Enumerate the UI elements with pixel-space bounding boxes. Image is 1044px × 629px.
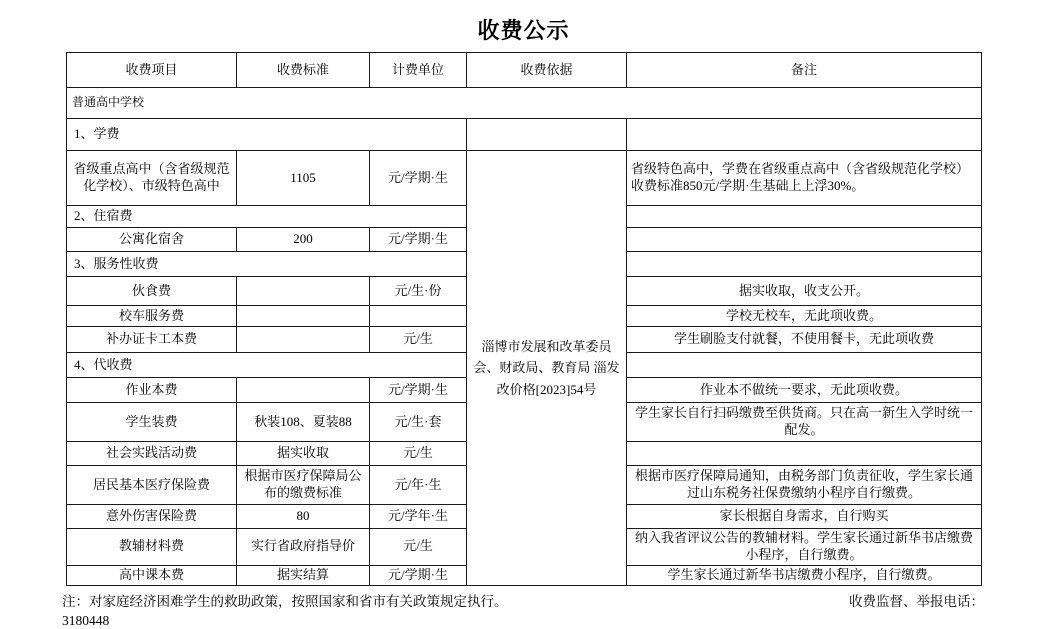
billing-unit-cell: 元/生: [370, 442, 467, 466]
fee-item-cell: 作业本费: [67, 378, 237, 403]
fee-standard-cell: [237, 327, 370, 353]
footer-note: 注：对家庭经济困难学生的救助政策，按照国家和省市有关政策规定执行。: [62, 593, 508, 609]
billing-unit-cell: 元/学期·生: [370, 228, 467, 252]
school-type-cell: 普通高中学校: [67, 88, 982, 119]
section-row-tuition: [67, 119, 982, 151]
billing-unit-cell: [370, 306, 467, 327]
section-label-cell: 3、服务性收费: [67, 252, 467, 277]
fee-item-cell: 伙食费: [67, 277, 237, 306]
fee-item-cell: 补办证卡工本费: [67, 327, 237, 353]
fee-item-cell: 公寓化宿舍: [67, 228, 237, 252]
billing-unit-cell: 元/生: [370, 327, 467, 353]
remark-cell: [627, 442, 982, 466]
fee-standard-cell: 80: [237, 505, 370, 529]
fee-standard-cell: 实行省政府指导价: [237, 529, 370, 566]
remark-cell: [627, 119, 982, 151]
billing-unit-cell: 元/学年·生: [370, 505, 467, 529]
fee-item-cell: 学生装费: [67, 403, 237, 442]
fee-disclosure-page: [62, 14, 984, 629]
remark-cell: [627, 252, 982, 277]
remark-cell: 学生家长自行扫码缴费至供货商。只在高一新生入学时统一配发。: [627, 403, 982, 442]
fee-item-cell: 省级重点高中（含省级规范化学校）、市级特色高中: [67, 151, 237, 206]
remark-cell: 据实收取，收支公开。: [627, 277, 982, 306]
footer: [62, 590, 984, 629]
col-header-remark: 备注: [627, 53, 982, 88]
hotline-number: 3180448: [62, 612, 110, 628]
fee-standard-cell: 1105: [237, 151, 370, 206]
billing-unit-cell: 元/学期·生: [370, 565, 467, 585]
fee-item-cell: 居民基本医疗保险费: [67, 466, 237, 505]
remark-cell: [627, 228, 982, 252]
fee-basis-empty-cell: [467, 119, 627, 151]
fee-standard-cell: 据实收取: [237, 442, 370, 466]
fee-item-cell: 教辅材料费: [67, 529, 237, 566]
remark-cell: 学校无校车，无此项收费。: [627, 306, 982, 327]
remark-cell: 学生刷脸支付就餐，不使用餐卡，无此项收费: [627, 327, 982, 353]
remark-cell: [627, 206, 982, 228]
fee-standard-cell: 200: [237, 228, 370, 252]
fee-item-cell: 社会实践活动费: [67, 442, 237, 466]
remark-cell: 家长根据自身需求，自行购买: [627, 505, 982, 529]
billing-unit-cell: 元/学期·生: [370, 378, 467, 403]
fee-standard-cell: 据实结算: [237, 565, 370, 585]
remark-cell: 根据市医疗保障局通知，由税务部门负责征收，学生家长通过山东税务社保费缴纳小程序自行缴费。: [627, 466, 982, 505]
header-row: [67, 53, 982, 88]
billing-unit-cell: 元/生·套: [370, 403, 467, 442]
fee-item-cell: 高中课本费: [67, 565, 237, 585]
fee-standard-cell: [237, 277, 370, 306]
billing-unit-cell: 元/生: [370, 529, 467, 566]
fee-standard-cell: 秋装108、夏装88: [237, 403, 370, 442]
hotline-label: 收费监督、举报电话：: [849, 593, 984, 609]
billing-unit-cell: 元/生·份: [370, 277, 467, 306]
fee-standard-cell: 根据市医疗保障局公布的缴费标准: [237, 466, 370, 505]
fee-standard-cell: [237, 378, 370, 403]
fee-table: [66, 52, 982, 586]
remark-cell: 学生家长通过新华书店缴费小程序，自行缴费。: [627, 565, 982, 585]
col-header-billing-unit: 计费单位: [370, 53, 467, 88]
fee-row-tuition-key-high: [67, 151, 982, 206]
section-label-cell: 2、住宿费: [67, 206, 467, 228]
fee-item-cell: 意外伤害保险费: [67, 505, 237, 529]
col-header-fee-standard: 收费标准: [237, 53, 370, 88]
school-type-row: [67, 88, 982, 119]
col-header-fee-item: 收费项目: [67, 53, 237, 88]
billing-unit-cell: 元/学期·生: [370, 151, 467, 206]
section-label-cell: 1、学费: [67, 119, 467, 151]
col-header-fee-basis: 收费依据: [467, 53, 627, 88]
remark-cell: 纳入我省评议公告的教辅材料。学生家长通过新华书店缴费小程序，自行缴费。: [627, 529, 982, 566]
remark-cell: 省级特色高中，学费在省级重点高中（含省级规范化学校）收费标准850元/学期·生基础上上浮30%。: [627, 151, 982, 206]
section-label-cell: 4、代收费: [67, 353, 467, 378]
fee-basis-cell: 淄博市发展和改革委员会、财政局、教育局 淄发改价格[2023]54号: [467, 151, 627, 586]
remark-cell: [627, 353, 982, 378]
fee-standard-cell: [237, 306, 370, 327]
billing-unit-cell: 元/年·生: [370, 466, 467, 505]
fee-item-cell: 校车服务费: [67, 306, 237, 327]
page-title: 收费公示: [477, 18, 570, 43]
remark-cell: 作业本不做统一要求，无此项收费。: [627, 378, 982, 403]
